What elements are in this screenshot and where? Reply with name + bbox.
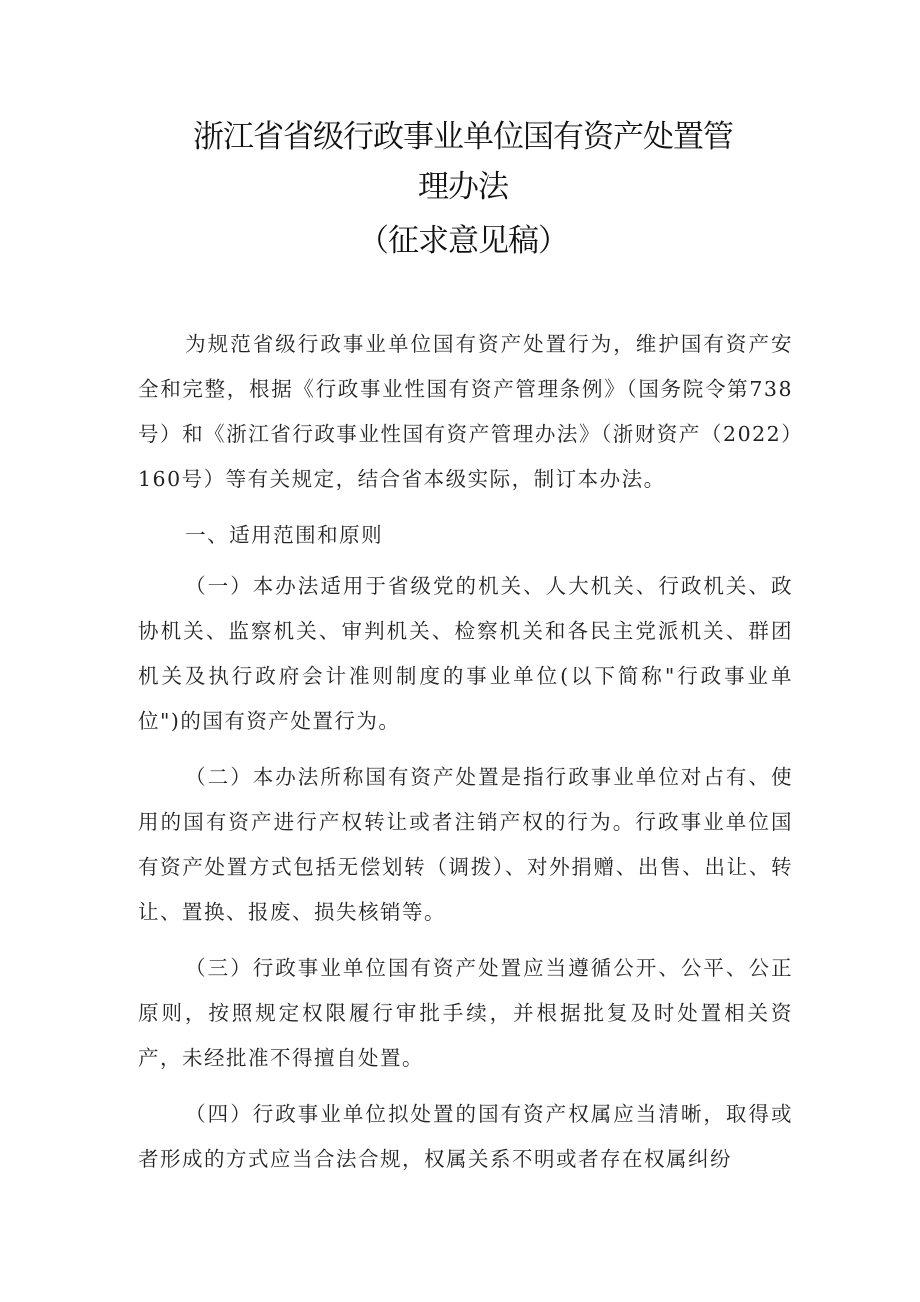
clause-paragraph: （四）行政事业单位拟处置的国有资产权属应当清晰，取得或者形成的方式应当合法合规，权属关系不明或者存在权属纠纷 (138, 1102, 793, 1171)
preamble-paragraph: 为规范省级行政事业单位国有资产处置行为，维护国有资产安全和完整，根据《行政事业性国有资产管理条例》（国务院令第738号）和《浙江省行政事业性国有资产管理办法》（浙财资产（2022）160号）等有关规定，结合省本级实际，制订本办法。 (138, 332, 793, 491)
section-heading: 一、适用范围和原则 (185, 523, 384, 547)
clause-paragraph: （二）本办法所称国有资产处置是指行政事业单位对占有、使用的国有资产进行产权转让或者注销产权的行为。行政事业单位国有资产处置方式包括无偿划转（调拨）、对外捐赠、出售、出让、转让、置换、报废、损失核销等。 (138, 765, 793, 924)
document-body (138, 322, 793, 1193)
title-line-1: 浙江省省级行政事业单位国有资产处置管 (193, 119, 733, 155)
clause-paragraph: （三）行政事业单位国有资产处置应当遵循公开、公平、公正原则，按照规定权限履行审批手续，并根据批复及时处置相关资产，未经批准不得擅自处置。 (138, 956, 793, 1070)
title-line-2: 理办法 (418, 169, 508, 205)
document-subtitle: （征求意见稿） (358, 223, 568, 259)
clause-paragraph: （一）本办法适用于省级党的机关、人大机关、行政机关、政协机关、监察机关、审判机关、检察机关和各民主党派机关、群团机关及执行政府会计准则制度的事业单位(以下简称"行政事业单位")的国有资产处置行为。 (138, 574, 793, 733)
document-title (138, 112, 788, 266)
